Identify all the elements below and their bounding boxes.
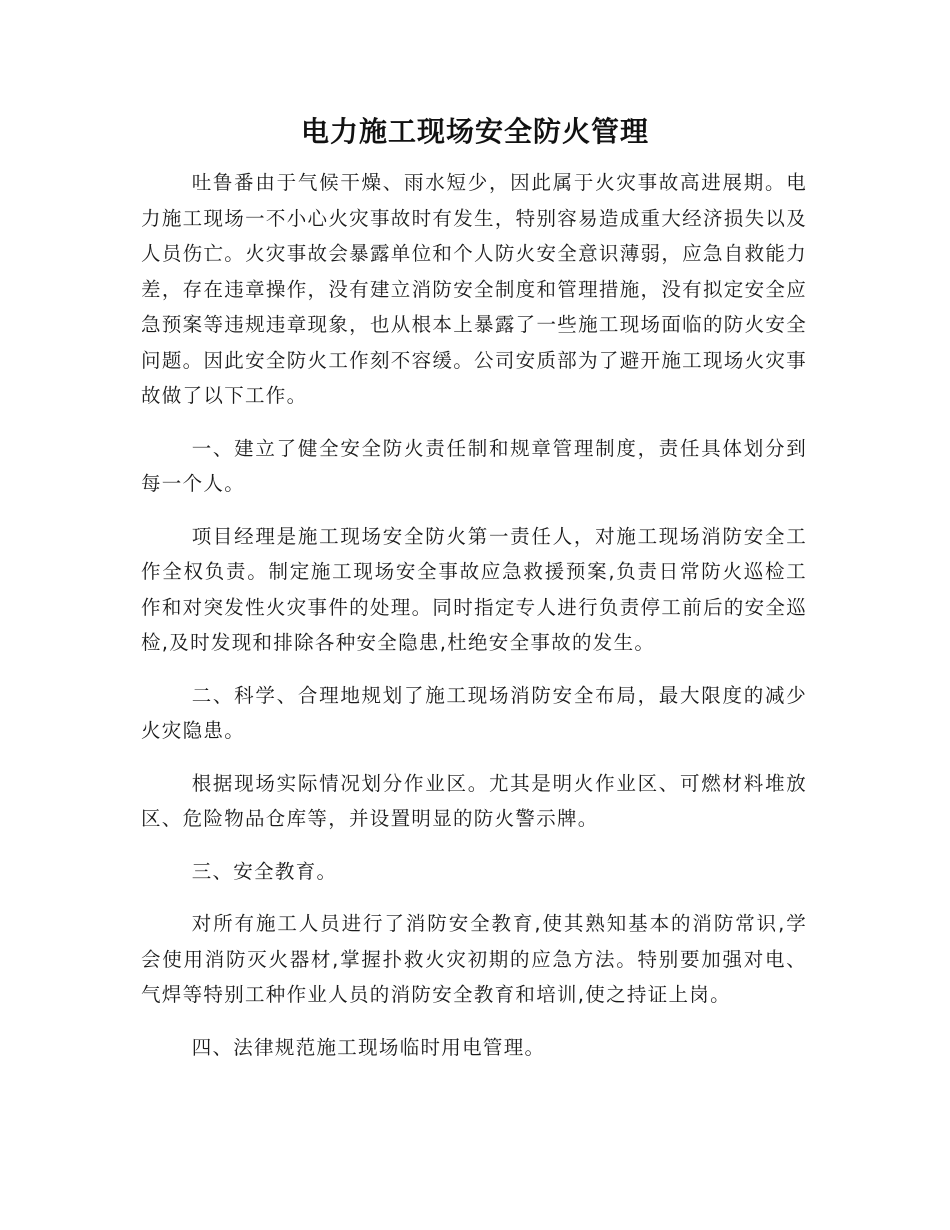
section-heading-1: 一、建立了健全安全防火责任制和规章管理制度，责任具体划分到每一个人。 <box>141 436 807 495</box>
document-title: 电力施工现场安全防火管理 <box>300 115 649 148</box>
document-body <box>141 165 807 1082</box>
section-heading-4: 四、法律规范施工现场临时用电管理。 <box>191 1035 546 1059</box>
paragraph-section-2: 根据现场实际情况划分作业区。尤其是明火作业区、可燃材料堆放区、危险物品仓库等，并设置明显的防火警示牌。 <box>141 771 807 830</box>
paragraph-section-1: 项目经理是施工现场安全防火第一责任人，对施工现场消防安全工作全权负责。制定施工现场安全事故应急救援预案,负责日常防火巡检工作和对突发性火灾事件的处理。同时指定专人进行负责停工前后的安全巡检,及时发现和排除各种安全隐患,杜绝安全事故的发生。 <box>141 524 807 654</box>
section-heading-3: 三、安全教育。 <box>191 859 338 883</box>
paragraph-intro: 吐鲁番由于气候干燥、雨水短少，因此属于火灾事故高进展期。电力施工现场一不小心火灾事故时有发生，特别容易造成重大经济损失以及人员伤亡。火灾事故会暴露单位和个人防火安全意识薄弱，应急自救能力差，存在违章操作，没有建立消防安全制度和管理措施，没有拟定安全应急预案等违规违章现象，也从根本上暴露了一些施工现场面临的防火安全问题。因此安全防火工作刻不容缓。公司安质部为了避开施工现场火灾事故做了以下工作。 <box>141 171 807 407</box>
section-heading-2: 二、科学、合理地规划了施工现场消防安全布局，最大限度的减少火灾隐患。 <box>141 683 807 742</box>
paragraph-section-3: 对所有施工人员进行了消防安全教育,使其熟知基本的消防常识,学会使用消防灭火器材,掌握扑救火灾初期的应急方法。特别要加强对电、气焊等特别工种作业人员的消防安全教育和培训,使之持证上岗。 <box>141 912 807 1006</box>
